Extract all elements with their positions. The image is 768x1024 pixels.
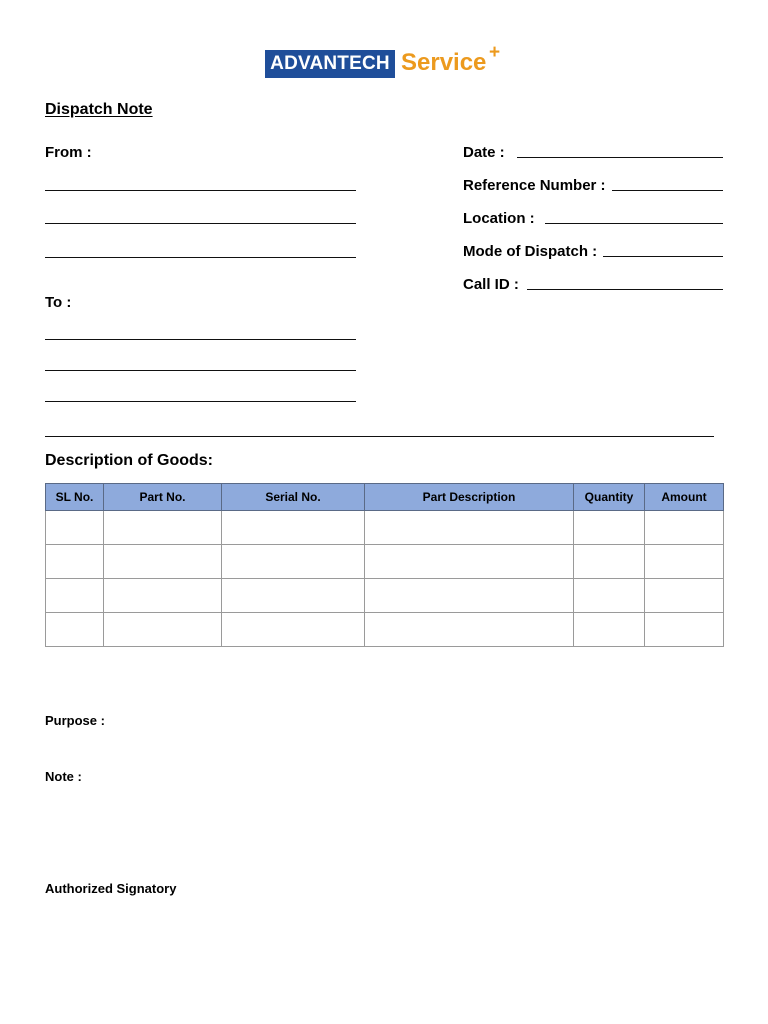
goods-table — [45, 483, 724, 647]
service-logo-text: Service — [401, 49, 487, 76]
col-part-no: Part No. — [104, 484, 222, 511]
table-cell[interactable] — [222, 579, 365, 613]
location-label: Location : — [463, 210, 535, 227]
col-serial-no: Serial No. — [222, 484, 365, 511]
table-cell[interactable] — [574, 511, 645, 545]
table-cell[interactable] — [645, 511, 724, 545]
table-cell[interactable] — [222, 545, 365, 579]
col-quantity: Quantity — [574, 484, 645, 511]
location-line[interactable] — [545, 222, 723, 224]
table-cell[interactable] — [365, 613, 574, 647]
table-cell[interactable] — [574, 545, 645, 579]
table-cell[interactable] — [365, 545, 574, 579]
goods-header-row — [46, 484, 724, 511]
to-line-3[interactable] — [45, 401, 356, 402]
document-title: Dispatch Note — [45, 101, 153, 118]
call-id-label: Call ID : — [463, 276, 519, 293]
table-cell[interactable] — [104, 579, 222, 613]
col-part-description: Part Description — [365, 484, 574, 511]
to-line-1[interactable] — [45, 339, 356, 340]
table-cell[interactable] — [574, 579, 645, 613]
from-line-3[interactable] — [45, 257, 356, 258]
table-row — [46, 511, 724, 545]
reference-number-line[interactable] — [612, 189, 723, 191]
call-id-line[interactable] — [527, 288, 723, 290]
advantech-logo — [265, 50, 395, 78]
to-label: To : — [45, 294, 72, 311]
col-sl-no: SL No. — [46, 484, 104, 511]
table-row — [46, 545, 724, 579]
table-cell[interactable] — [46, 613, 104, 647]
table-cell[interactable] — [645, 545, 724, 579]
logo-brand-text: ADVANTECH — [270, 53, 390, 74]
mode-of-dispatch-field[interactable] — [463, 243, 723, 260]
table-cell[interactable] — [645, 613, 724, 647]
table-cell[interactable] — [46, 579, 104, 613]
date-field[interactable] — [463, 144, 723, 161]
table-cell[interactable] — [104, 613, 222, 647]
note-label: Note : — [45, 769, 82, 784]
table-row — [46, 613, 724, 647]
date-label: Date : — [463, 144, 505, 161]
from-line-1[interactable] — [45, 190, 356, 191]
table-cell[interactable] — [222, 511, 365, 545]
from-line-2[interactable] — [45, 223, 356, 224]
table-cell[interactable] — [104, 545, 222, 579]
mode-of-dispatch-label: Mode of Dispatch : — [463, 243, 598, 260]
mode-of-dispatch-line[interactable] — [603, 255, 723, 257]
reference-number-field[interactable] — [463, 177, 723, 194]
date-line[interactable] — [517, 156, 723, 158]
table-cell[interactable] — [222, 613, 365, 647]
call-id-field[interactable] — [463, 276, 723, 293]
table-cell[interactable] — [365, 511, 574, 545]
table-cell[interactable] — [574, 613, 645, 647]
description-of-goods-title: Description of Goods: — [45, 452, 213, 469]
separator-line — [45, 436, 714, 437]
from-label: From : — [45, 144, 92, 161]
to-line-2[interactable] — [45, 370, 356, 371]
location-field[interactable] — [463, 210, 723, 227]
service-logo-plus: + — [489, 42, 501, 63]
authorized-signatory-label: Authorized Signatory — [45, 881, 177, 896]
table-cell[interactable] — [365, 579, 574, 613]
table-cell[interactable] — [46, 545, 104, 579]
reference-number-label: Reference Number : — [463, 177, 606, 194]
table-cell[interactable] — [104, 511, 222, 545]
table-cell[interactable] — [46, 511, 104, 545]
col-amount: Amount — [645, 484, 724, 511]
purpose-label: Purpose : — [45, 713, 105, 728]
table-row — [46, 579, 724, 613]
table-cell[interactable] — [645, 579, 724, 613]
